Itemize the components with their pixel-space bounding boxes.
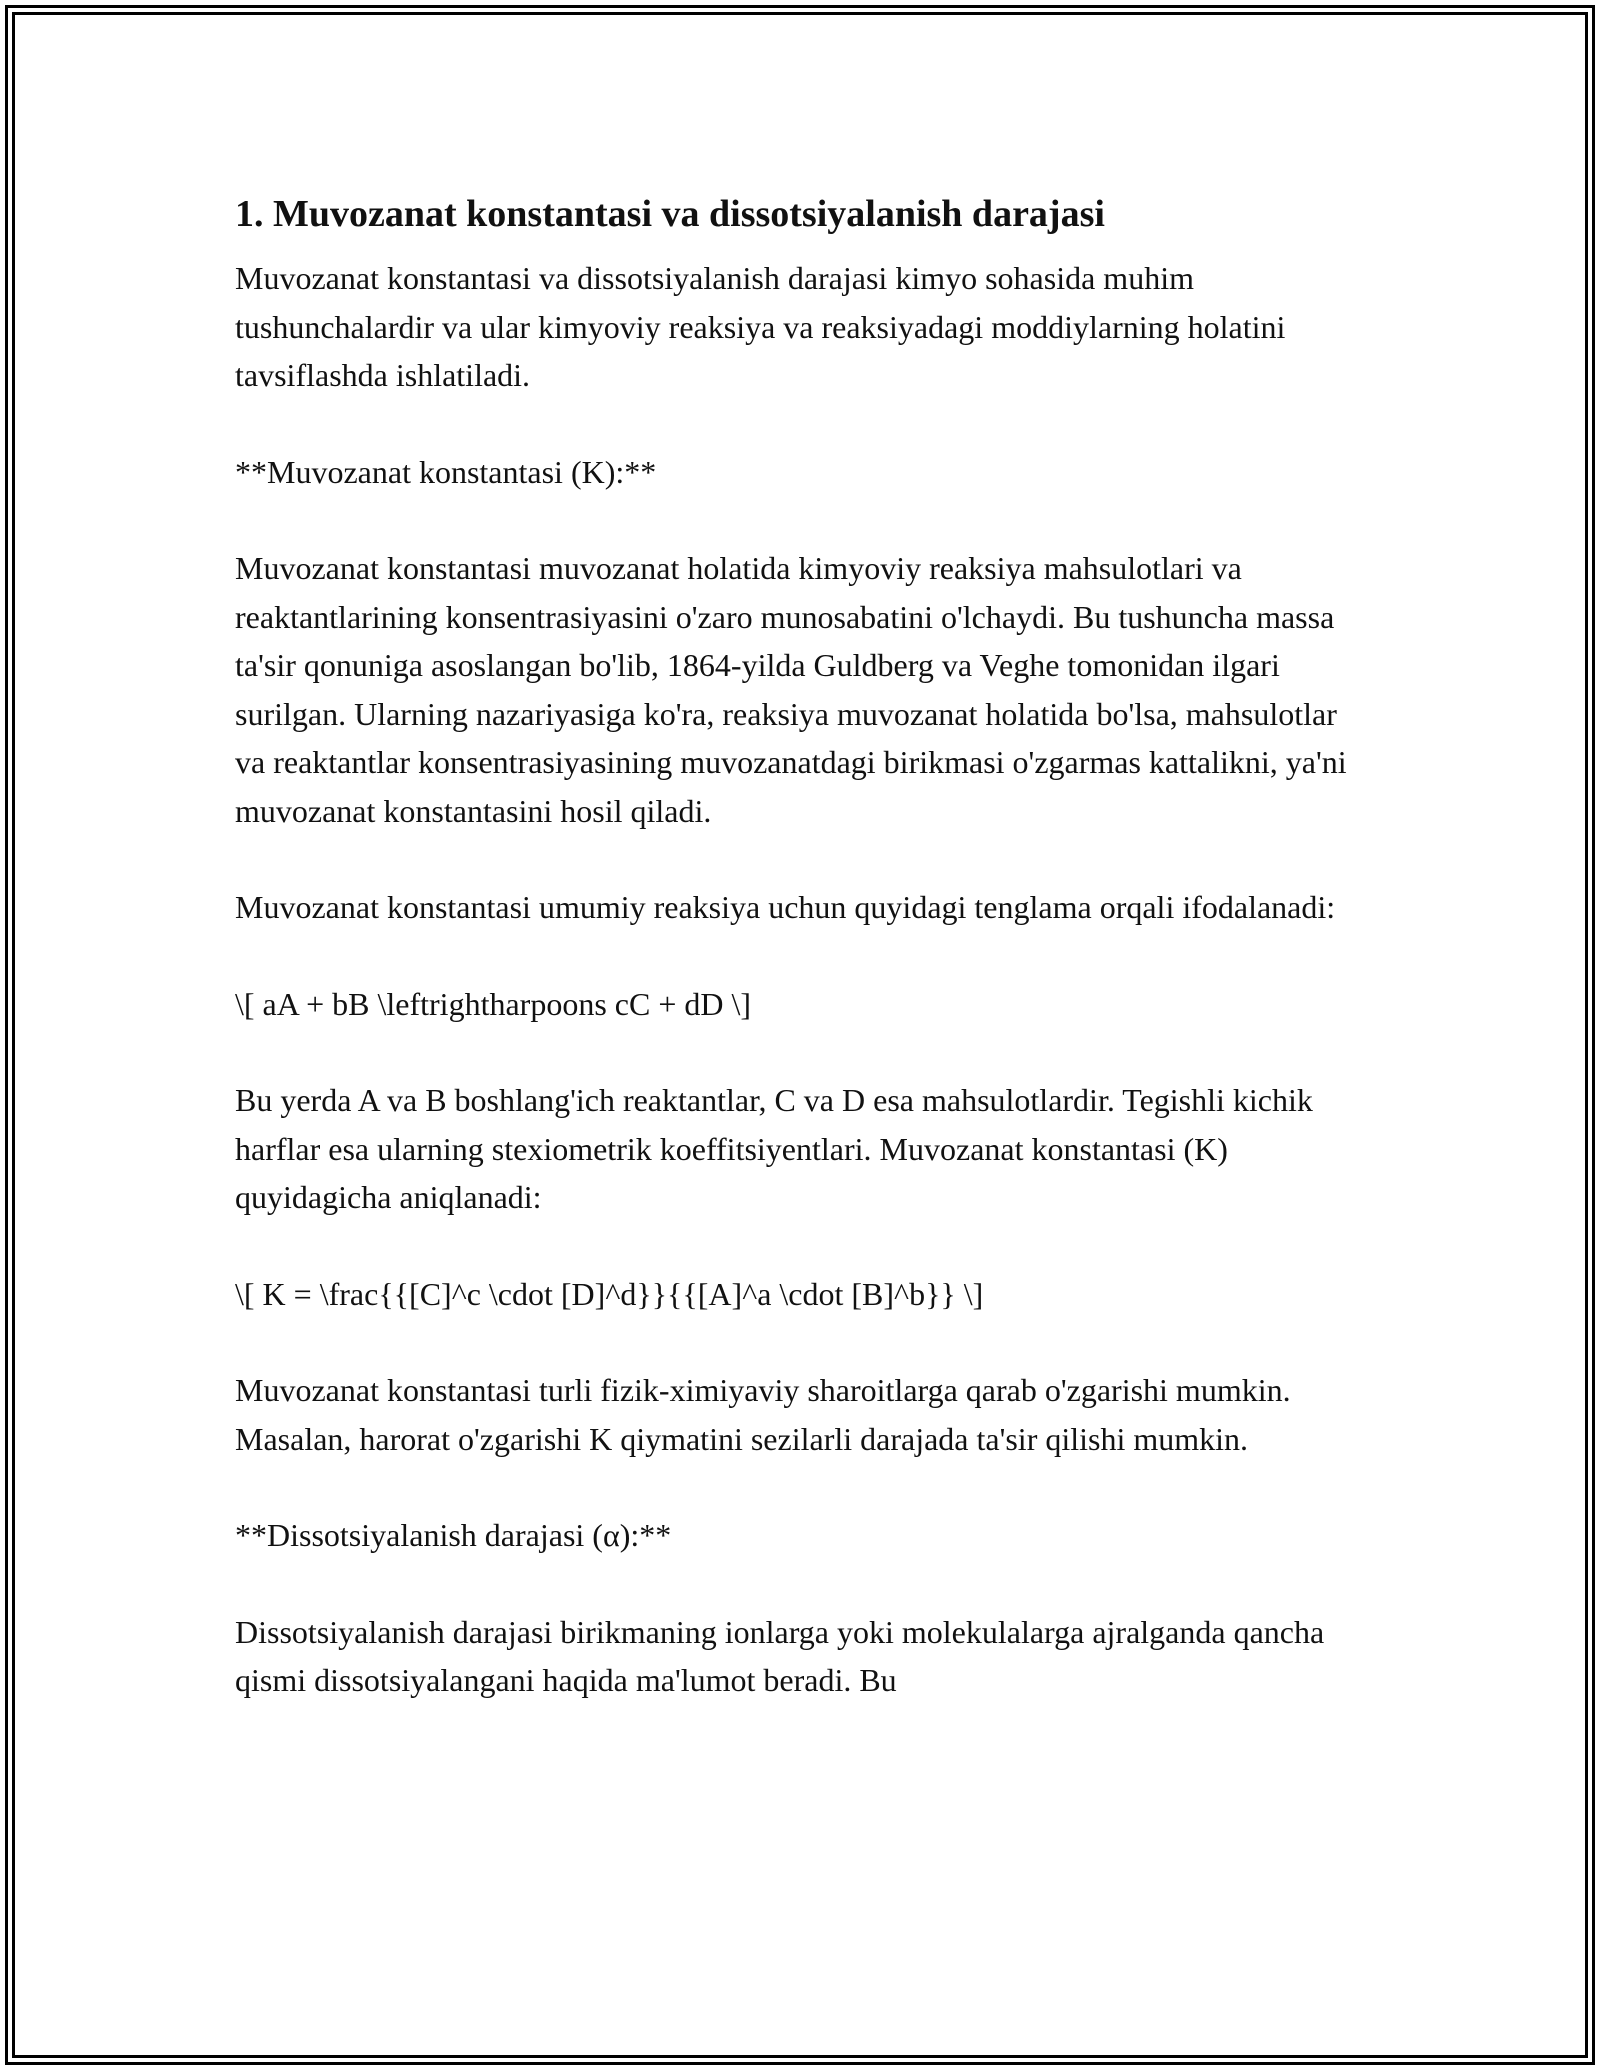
document-body <box>235 188 1365 1753</box>
paragraph-intro: Muvozanat konstantasi va dissotsiyalanish darajasi kimyo sohasida muhim tushunchalardir va ular kimyoviy reaksiya va reaksiyadagi moddiylarning holatini tavsiflashda ishlatiladi. <box>235 260 1286 393</box>
paragraph-reaction-explanation: Bu yerda A va B boshlang'ich reaktantlar, C va D esa mahsulotlardir. Tegishli kichik harflar esa ularning stexiometrik koeffitsiyentlari. Muvozanat konstantasi (K) quyidagicha aniqlanadi: <box>235 1082 1313 1215</box>
paragraph-k-definition: Muvozanat konstantasi muvozanat holatida kimyoviy reaksiya mahsulotlari va reaktantlarining konsentrasiyasini o'zaro munosabatini o'lchaydi. Bu tushuncha massa ta'sir qonuniga asoslangan bo'lib, 1864-yilda Guldberg va Veghe tomonidan ilgari surilgan. Ularning nazariyasiga ko'ra, reaksiya muvozanat holatida bo'lsa, mahsulotlar va reaktantlar konsentrasiyasining muvozanatdagi birikmasi o'zgarmas kattalikni, ya'ni muvozanat konstantasini hosil qiladi. <box>235 550 1347 829</box>
paragraph-alpha-definition: Dissotsiyalanish darajasi birikmaning ionlarga yoki molekulalarga ajralganda qancha qismi dissotsiyalangani haqida ma'lumot beradi. Bu <box>235 1613 1325 1698</box>
section-heading: 1. Muvozanat konstantasi va dissotsiyalanish darajasi <box>235 193 1105 235</box>
paragraph-equation-intro: Muvozanat konstantasi umumiy reaksiya uchun quyidagi tenglama orqali ifodalanadi: <box>235 889 1336 925</box>
paragraph-k-title: **Muvozanat konstantasi (K):** <box>235 453 657 490</box>
paragraph-k-formula: \[ K = \frac{{[C]^c \cdot [D]^d}}{{[A]^a \cdot [B]^b}} \] <box>235 1275 984 1312</box>
paragraph-k-conditions: Muvozanat konstantasi turli fizik-ximiyaviy sharoitlarga qarab o'zgarishi mumkin. Masalan, harorat o'zgarishi K qiymatini sezilarli darajada ta'sir qilishi mumkin. <box>235 1372 1291 1457</box>
paragraph-alpha-title: **Dissotsiyalanish darajasi (α):** <box>235 1517 672 1553</box>
paragraph-reaction-equation: \[ aA + bB \leftrightharpoons cC + dD \] <box>235 985 752 1022</box>
